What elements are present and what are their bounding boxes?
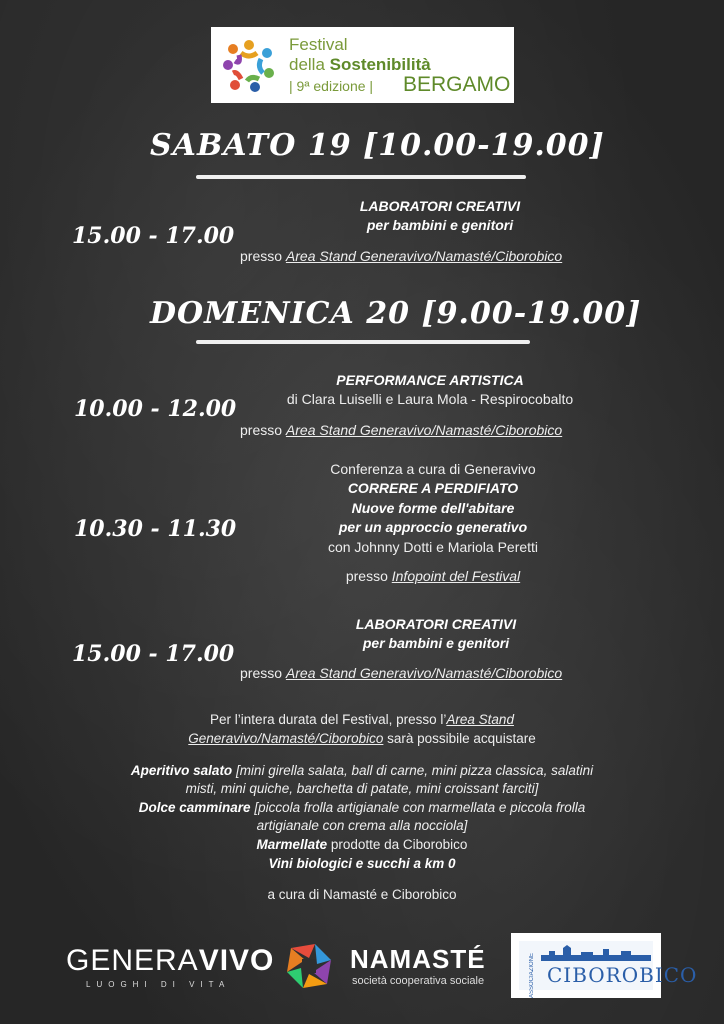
info-area-link-a[interactable]: Area Stand: [446, 712, 514, 727]
sunday-event2-location-link[interactable]: Infopoint del Festival: [391, 568, 521, 584]
sunday-event2-subtitle2: per un approccio generativo: [338, 519, 528, 535]
saturday-event-location: presso Area Stand Generavivo/Namasté/Ciborobico: [240, 248, 563, 264]
city-skyline-icon: [541, 943, 651, 961]
info-credit: a cura di Namasté e Ciborobico: [267, 887, 457, 902]
sunday-event2-intro: Conferenza a cura di Generavivo: [330, 461, 536, 477]
info-item4: Vini biologici e succhi a km 0: [268, 856, 456, 871]
info-item1-line2: misti, mini quiche, barchetta di patate, mini croissant farciti]: [185, 781, 539, 796]
sunday-event1-title: PERFORMANCE ARTISTICA: [336, 372, 524, 388]
saturday-underline: [196, 175, 526, 179]
saturday-event-subtitle: per bambini e genitori: [366, 217, 514, 233]
ciborobico-name: CIBOROBICO: [547, 963, 698, 987]
logo-festival-text: Festival: [289, 35, 348, 54]
sunday-event2-subtitle1: Nuove forme dell'abitare: [351, 500, 515, 516]
logo-edition-text: | 9ª edizione |: [289, 78, 374, 94]
festival-people-icon: [219, 35, 279, 95]
sunday-event2-location: presso Infopoint del Festival: [345, 568, 521, 584]
sunday-event3-time: 15.00 - 17.00: [72, 641, 235, 667]
info-line2: Generavivo/Namasté/Ciborobico sarà possibile acquistare: [188, 731, 536, 746]
sunday-event1-location: presso Area Stand Generavivo/Namasté/Ciborobico: [240, 422, 563, 438]
info-item2-line1: Dolce camminare [piccola frolla artigianale con marmellata e piccola frolla: [138, 800, 586, 815]
sunday-event3-location-link[interactable]: Area Stand Generavivo/Namasté/Ciborobico: [285, 665, 563, 681]
info-item2-line2: artigianale con crema alla nocciola]: [256, 818, 468, 833]
ciborobico-side-text: ASSOCIAZIONE: [529, 953, 535, 999]
saturday-location-link[interactable]: Area Stand Generavivo/Namasté/Ciborobico: [285, 248, 563, 264]
sunday-underline: [196, 340, 530, 344]
logo-city-text: BERGAMO: [403, 73, 511, 96]
info-item3: Marmellate prodotte da Ciborobico: [256, 837, 468, 852]
sunday-event2-time: 10.30 - 11.30: [74, 516, 237, 542]
sunday-event3-subtitle: per bambini e genitori: [362, 635, 510, 651]
sunday-event3-title: LABORATORI CREATIVI: [355, 616, 517, 632]
sunday-event1-location-link[interactable]: Area Stand Generavivo/Namasté/Ciborobico: [285, 422, 563, 438]
info-area-link-b[interactable]: Generavivo/Namasté/Ciborobico: [188, 731, 384, 746]
ciborobico-logo: [511, 933, 698, 999]
info-line1: Per l’intera durata del Festival, presso l’Area Stand: [210, 712, 514, 727]
sunday-title: DOMENICA 20 [9.00-19.00]: [150, 296, 642, 331]
sunday-event2-title: CORRERE A PERDIFIATO: [347, 480, 519, 496]
saturday-event-title: LABORATORI CREATIVI: [359, 198, 521, 214]
namaste-tagline: società cooperativa sociale: [352, 975, 485, 987]
generavivo-tagline: LUOGHI DI VITA: [86, 980, 231, 989]
namaste-logo: NAMASTÉ: [350, 944, 486, 974]
sunday-event3-location: presso Area Stand Generavivo/Namasté/Ciborobico: [240, 665, 563, 681]
namaste-logo-icon: [285, 942, 333, 990]
sunday-event2-speakers: con Johnny Dotti e Mariola Peretti: [327, 539, 539, 555]
sunday-event1-time: 10.00 - 12.00: [74, 396, 237, 422]
generavivo-logo: GENERAVIVO: [66, 944, 275, 977]
logo-sostenibilita-text: della Sostenibilità: [289, 55, 431, 74]
saturday-title: SABATO 19 [10.00-19.00]: [150, 128, 605, 163]
sunday-event1-subtitle: di Clara Luiselli e Laura Mola - Respirocobalto: [286, 391, 574, 407]
ciborobico-logo-inner: [519, 941, 698, 999]
info-item1-line1: Aperitivo salato [mini girella salata, ball di carne, mini pizza classica, salatini: [130, 763, 594, 778]
saturday-event-time: 15.00 - 17.00: [72, 223, 235, 249]
festival-logo: [211, 27, 514, 103]
